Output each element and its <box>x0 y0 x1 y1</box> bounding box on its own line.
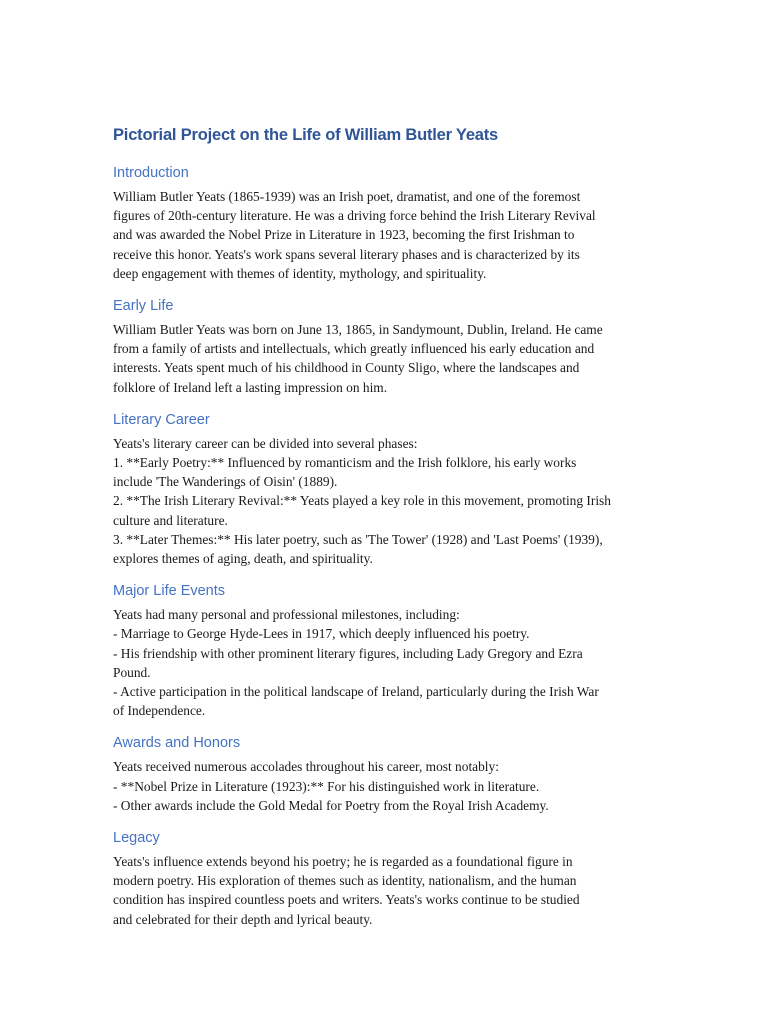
body-line: 1. **Early Poetry:** Influenced by romanticism and the Irish folklore, his early works <box>113 455 577 471</box>
body-line: folklore of Ireland left a lasting impression on him. <box>113 379 388 395</box>
section-legacy <box>113 828 653 929</box>
body-line: 3. **Later Themes:** His later poetry, such as 'The Tower' (1928) and 'Last Poems' (1939), <box>113 531 603 547</box>
section-body <box>113 434 653 568</box>
body-line: deep engagement with themes of identity, mythology, and spirituality. <box>113 265 487 281</box>
body-line: Yeats's literary career can be divided into several phases: <box>113 435 418 451</box>
body-line: figures of 20th-century literature. He was a driving force behind the Irish Literary Revival <box>113 208 596 224</box>
section-heading: Awards and Honors <box>113 735 241 752</box>
body-line: 2. **The Irish Literary Revival:** Yeats played a key role in this movement, promoting Irish <box>113 493 611 509</box>
body-line: Yeats's influence extends beyond his poetry; he is regarded as a foundational figure in <box>113 854 573 870</box>
body-line: and celebrated for their depth and lyrical beauty. <box>113 911 373 927</box>
body-line: William Butler Yeats was born on June 13, 1865, in Sandymount, Dublin, Ireland. He came <box>113 322 603 338</box>
section-awards-and-honors <box>113 733 653 815</box>
section-body <box>113 605 653 720</box>
section-heading: Introduction <box>113 165 189 181</box>
section-body <box>113 187 653 283</box>
section-heading: Legacy <box>113 830 160 847</box>
body-line: - Marriage to George Hyde-Lees in 1917, which deeply influenced his poetry. <box>113 626 530 642</box>
body-line: of Independence. <box>113 703 206 719</box>
body-line: condition has inspired countless poets and writers. Yeats's works continue to be studied <box>113 892 580 908</box>
body-line: - Active participation in the political landscape of Ireland, particularly during the Irish War <box>113 684 599 700</box>
body-line: - His friendship with other prominent literary figures, including Lady Gregory and Ezra <box>113 645 583 661</box>
section-introduction <box>113 163 653 283</box>
section-heading: Literary Career <box>113 411 210 428</box>
document-title: Pictorial Project on the Life of William Butler Yeats <box>113 126 499 144</box>
document-page <box>113 124 653 942</box>
body-line: explores themes of aging, death, and spirituality. <box>113 551 373 567</box>
body-line: interests. Yeats spent much of his childhood in County Sligo, where the landscapes and <box>113 360 580 376</box>
body-line: - Other awards include the Gold Medal for Poetry from the Royal Irish Academy. <box>113 797 549 813</box>
body-line: Yeats received numerous accolades throughout his career, most notably: <box>113 759 499 775</box>
body-line: and was awarded the Nobel Prize in Literature in 1923, becoming the first Irishman to <box>113 227 575 243</box>
body-line: from a family of artists and intellectuals, which greatly influenced his early education and <box>113 341 595 357</box>
body-line: culture and literature. <box>113 512 228 528</box>
section-heading: Early Life <box>113 298 174 315</box>
body-line: receive this honor. Yeats's work spans several literary phases and is characterized by its <box>113 246 580 262</box>
section-heading: Major Life Events <box>113 583 226 600</box>
section-major-life-events <box>113 581 653 720</box>
body-line: Yeats had many personal and professional milestones, including: <box>113 607 460 623</box>
section-literary-career <box>113 410 653 568</box>
section-body <box>113 852 653 929</box>
section-early-life <box>113 296 653 397</box>
body-line: William Butler Yeats (1865-1939) was an Irish poet, dramatist, and one of the foremost <box>113 189 581 204</box>
body-line: include 'The Wanderings of Oisin' (1889). <box>113 474 338 490</box>
section-body <box>113 757 653 815</box>
body-line: Pound. <box>113 664 151 680</box>
body-line: modern poetry. His exploration of themes such as identity, nationalism, and the human <box>113 873 577 889</box>
body-line: - **Nobel Prize in Literature (1923):** For his distinguished work in literature. <box>113 778 540 794</box>
section-body <box>113 320 653 397</box>
